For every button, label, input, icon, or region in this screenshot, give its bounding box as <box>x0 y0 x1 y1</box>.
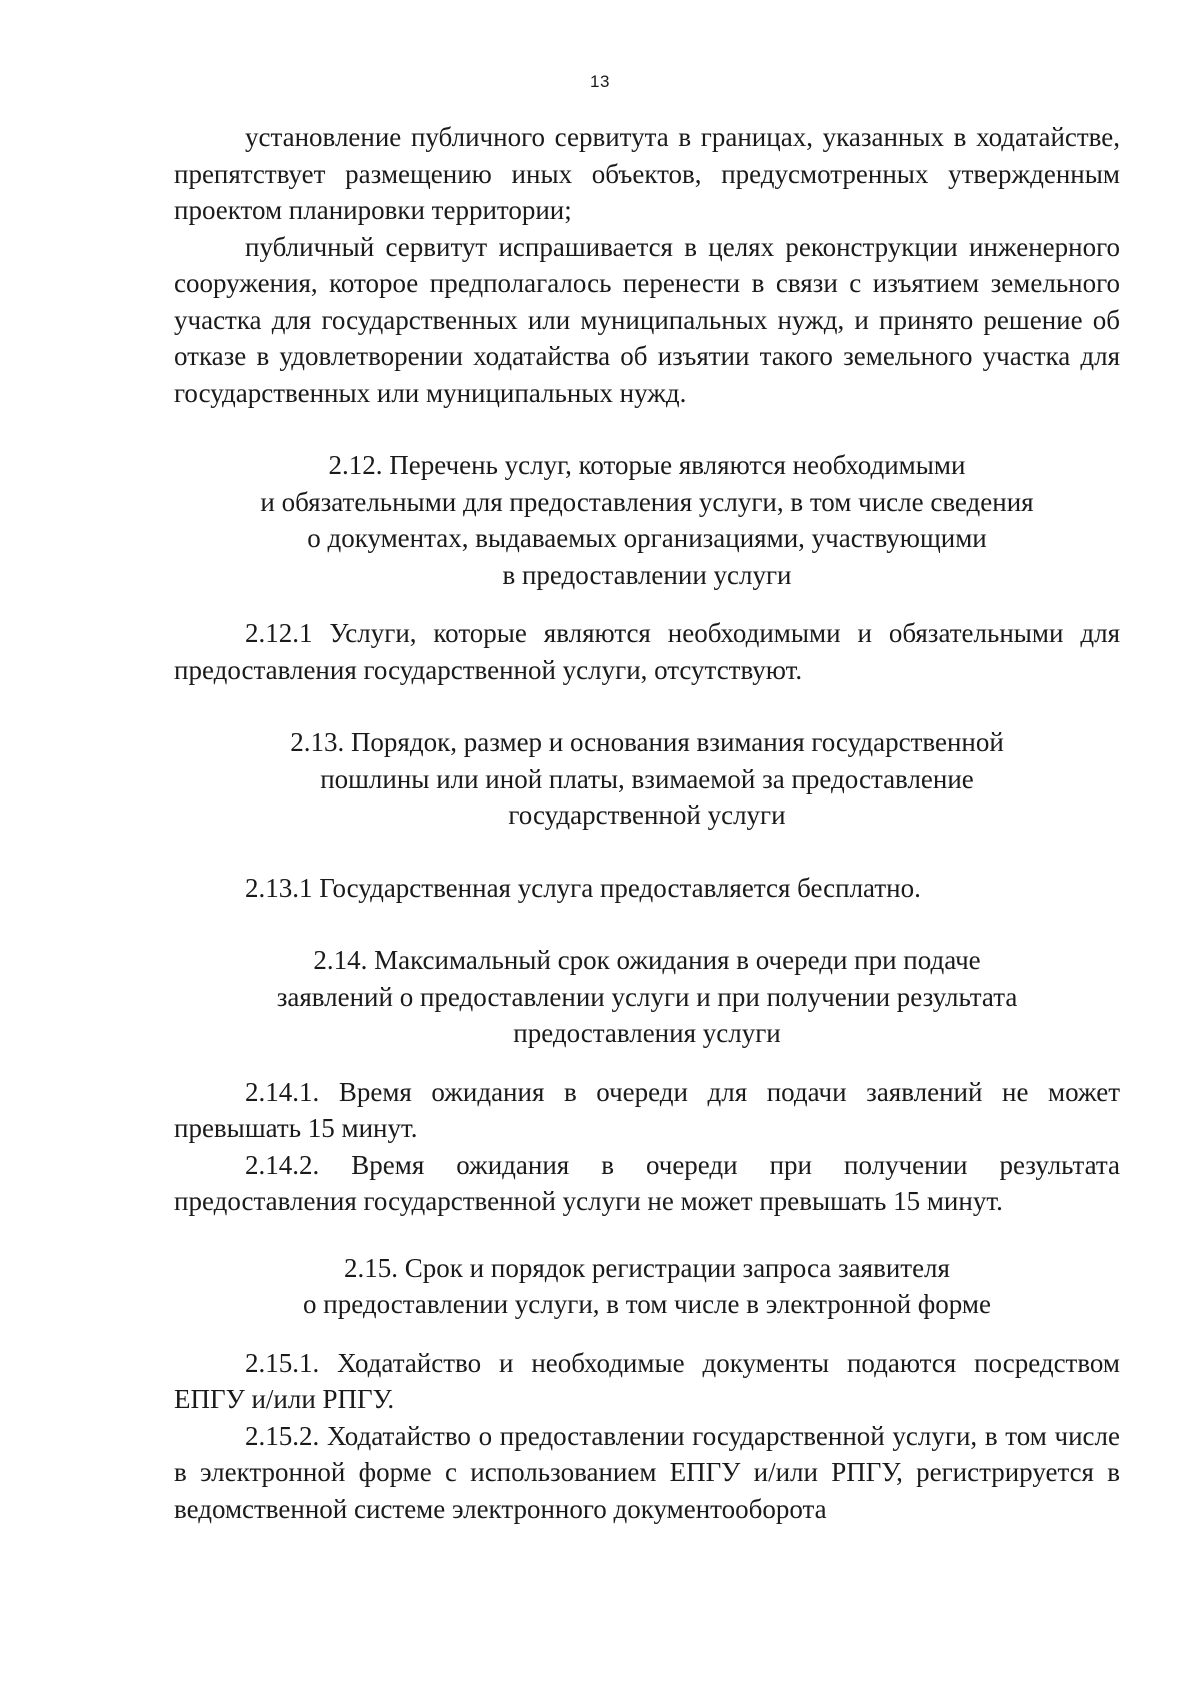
paragraph-2-13-1: 2.13.1 Государственная услуга предоставляется бесплатно. <box>245 872 921 903</box>
paragraph-2-15-2: 2.15.2. Ходатайство о предоставлении государственной услуги, в том числе в электронной форме с использованием ЕПГУ и/или РПГУ, регистрируется в ведомственной системе электронного документооборота <box>174 1420 1120 1524</box>
paragraph-2-14-2: 2.14.2. Время ожидания в очереди при получении результата предоставления государственной услуги не может превышать 15 минут. <box>174 1149 1120 1216</box>
paragraph-servitude-placement: установление публичного сервитута в границах, указанных в ходатайстве, препятствует размещению иных объектов, предусмотренных утвержденным проектом планировки территории; <box>174 122 1120 225</box>
section-heading-2-14 <box>230 942 1064 1052</box>
heading-line: о документах, выдаваемых организациями, участвующими <box>307 523 987 553</box>
heading-line: о предоставлении услуги, в том числе в электронной форме <box>303 1289 991 1319</box>
page-number: 13 <box>590 72 610 91</box>
heading-line: 2.12. Перечень услуг, которые являются необходимыми <box>328 450 966 480</box>
paragraph-servitude-reconstruction: публичный сервитут испрашивается в целях реконструкции инженерного сооружения, которое предполагалось перенести в связи с изъятием земельного участка для государственных или муниципальных нужд, и принято решение об отказе в удовлетворении ходатайства об изъятии такого земельного участка для государственных или муниципальных нужд. <box>174 231 1120 408</box>
paragraph-2-14-1: 2.14.1. Время ожидания в очереди для подачи заявлений не может превышать 15 минут. <box>174 1076 1120 1143</box>
heading-line: и обязательными для предоставления услуги, в том числе сведения <box>260 486 1034 517</box>
heading-line: в предоставлении услуги <box>502 559 792 590</box>
heading-line: предоставления услуги <box>513 1018 781 1048</box>
section-heading-2-12 <box>230 447 1064 593</box>
section-heading-2-15 <box>230 1250 1064 1323</box>
paragraph-2-15-1: 2.15.1. Ходатайство и необходимые документы подаются посредством ЕПГУ и/или РПГУ. <box>174 1347 1120 1414</box>
heading-line: пошлины или иной платы, взимаемой за предоставление <box>320 763 974 794</box>
paragraph-2-12-1: 2.12.1 Услуги, которые являются необходимыми и обязательными для предоставления государственной услуги, отсутствуют. <box>174 618 1120 685</box>
heading-line: 2.13. Порядок, размер и основания взимания государственной <box>290 727 1004 757</box>
heading-line: государственной услуги <box>508 800 786 830</box>
heading-line: 2.14. Максимальный срок ожидания в очереди при подаче <box>313 945 981 975</box>
heading-line: заявлений о предоставлении услуги и при получении результата <box>276 981 1018 1012</box>
section-heading-2-13 <box>230 724 1064 834</box>
document-body <box>174 119 1120 1527</box>
heading-line: 2.15. Срок и порядок регистрации запроса заявителя <box>344 1252 950 1283</box>
